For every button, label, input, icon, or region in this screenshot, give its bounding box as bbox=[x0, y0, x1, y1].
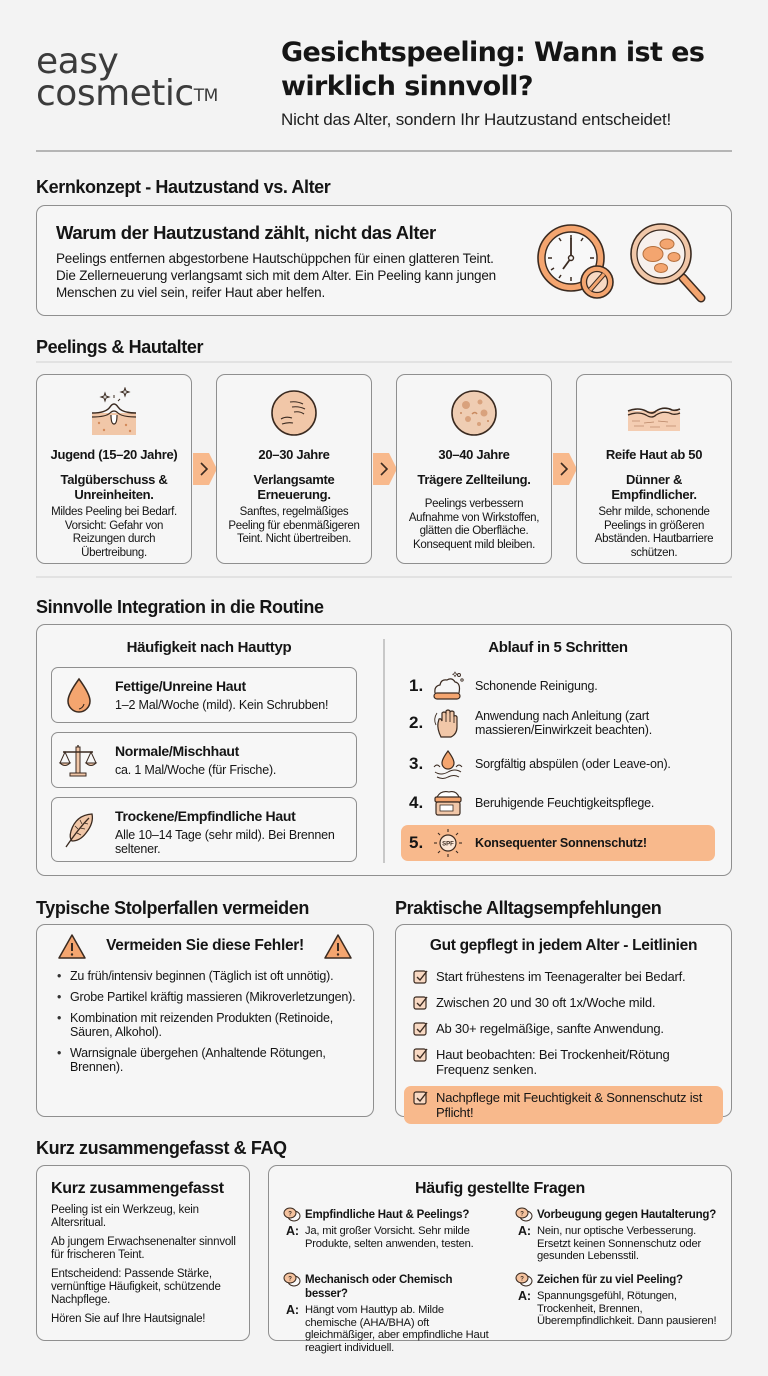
question-bubble-icon bbox=[283, 1207, 301, 1223]
faq-answer-text: Spannungsgefühl, Rötungen, Trockenheit, Brennen, Überempfindlichkeit. Dann pausieren! bbox=[537, 1290, 717, 1327]
age-card-description: Sanftes, regelmäßiges Peeling für ebenmäßigeren Teint. Nicht übertreiben. bbox=[228, 506, 360, 545]
list-item: • Warnsignale übergehen (Anhaltende Rötungen, Brennen). bbox=[57, 1046, 363, 1074]
brand-line-2: cosmetic bbox=[36, 73, 194, 114]
faq-item bbox=[283, 1208, 497, 1250]
pitfalls-card bbox=[36, 924, 374, 1117]
chevron-right-icon bbox=[373, 453, 397, 485]
step-text: Beruhigende Feuchtigkeitspflege. bbox=[475, 796, 655, 810]
checklist-text: Ab 30+ regelmäßige, sanfte Anwendung. bbox=[436, 1021, 664, 1036]
skin-type-frequency: ca. 1 Mal/Woche (für Frische). bbox=[115, 763, 277, 777]
checkbox-checked-icon bbox=[413, 995, 428, 1010]
step-number: 3. bbox=[409, 754, 424, 773]
age-card-50-plus bbox=[576, 374, 732, 564]
page-title bbox=[281, 36, 704, 104]
list-item: • Zu früh/intensiv beginnen (Täglich ist oft unnötig). bbox=[57, 969, 363, 983]
question-bubble-icon bbox=[283, 1272, 301, 1288]
checklist-item bbox=[404, 993, 723, 1012]
svg-text:SPF: SPF bbox=[442, 841, 454, 848]
step-1 bbox=[401, 668, 715, 704]
faq-item bbox=[283, 1273, 497, 1354]
age-card-heading: Jugend (15–20 Jahre) bbox=[50, 447, 178, 462]
age-card-heading: Reife Haut ab 50 bbox=[605, 447, 703, 462]
step-text: Sorgfältig abspülen (oder Leave-on). bbox=[475, 757, 671, 771]
svg-text:?: ? bbox=[288, 1276, 292, 1283]
answer-label: A: bbox=[286, 1303, 299, 1317]
checkbox-checked-icon bbox=[413, 1090, 428, 1105]
cream-jar-icon bbox=[431, 787, 465, 819]
step-number: 5. bbox=[409, 833, 424, 852]
checklist-item-highlighted bbox=[404, 1086, 723, 1124]
checklist-item bbox=[404, 1045, 723, 1079]
trademark: TM bbox=[193, 86, 218, 106]
header bbox=[36, 28, 732, 152]
checklist-text: Zwischen 20 und 30 oft 1x/Woche mild. bbox=[436, 995, 656, 1010]
chevron-right-icon bbox=[193, 453, 217, 485]
pitfalls-list bbox=[57, 969, 363, 1081]
core-card-title: Warum der Hautzustand zählt, nicht das Alter bbox=[56, 222, 436, 243]
step-text: Schonende Reinigung. bbox=[475, 679, 598, 693]
skin-pore-icon bbox=[84, 387, 144, 439]
hand-icon bbox=[431, 707, 465, 739]
summary-point: Ab jungem Erwachsenenalter sinnvoll für frischeren Teint. bbox=[51, 1236, 236, 1261]
feather-icon bbox=[62, 811, 96, 849]
header-divider bbox=[36, 150, 732, 152]
faq-answer bbox=[283, 1304, 497, 1354]
answer-label: A: bbox=[286, 1224, 299, 1238]
faq-question-text: Empfindliche Haut & Peelings? bbox=[305, 1209, 470, 1221]
section-title-summary: Kurz zusammengefasst & FAQ bbox=[36, 1138, 287, 1158]
age-card-description: Mildes Peeling bei Bedarf. Vorsicht: Gefahr von Reizungen durch Übertreibung. bbox=[51, 506, 177, 559]
age-card-30-40 bbox=[396, 374, 552, 564]
summary-point: Entscheidend: Passende Stärke, vernünftige Häufigkeit, schützende Nachpflege. bbox=[51, 1268, 221, 1306]
foam-icon bbox=[431, 670, 465, 702]
age-card-subheading: Trägere Zellteilung. bbox=[417, 472, 531, 487]
page-title-line-2: wirklich sinnvoll? bbox=[281, 71, 533, 102]
age-card-20-30 bbox=[216, 374, 372, 564]
svg-text:?: ? bbox=[288, 1211, 292, 1218]
skin-type-oily bbox=[51, 667, 357, 723]
svg-text:?: ? bbox=[520, 1211, 524, 1218]
core-card-body: Peelings entfernen abgestorbene Hautschüppchen für einen glatteren Teint. Die Zellerneuerung verlangsamt sich mit dem Alter. Ein Peeling kann jungen Menschen zu viel sein, reifer Haut aber helfen. bbox=[56, 251, 496, 300]
answer-label: A: bbox=[518, 1224, 531, 1238]
faq-question bbox=[283, 1273, 497, 1301]
faq-question bbox=[515, 1273, 729, 1287]
section-title-pitfalls: Typische Stolperfallen vermeiden bbox=[36, 898, 309, 918]
skin-spots-circle-icon bbox=[444, 387, 504, 439]
checklist-text: Start frühestens im Teenageralter bei Bedarf. bbox=[436, 969, 686, 984]
daily-card bbox=[395, 924, 732, 1120]
summary-point: Hören Sie auf Ihre Hautsignale! bbox=[51, 1313, 206, 1325]
skin-type-normal bbox=[51, 732, 357, 788]
step-number: 1. bbox=[409, 676, 424, 695]
answer-label: A: bbox=[518, 1289, 531, 1303]
step-2 bbox=[401, 705, 715, 741]
svg-text:?: ? bbox=[520, 1276, 524, 1283]
faq-title: Häufig gestellte Fragen bbox=[414, 1180, 586, 1197]
faq-question-text: Mechanisch oder Chemisch besser? bbox=[305, 1274, 453, 1300]
routine-card bbox=[36, 624, 732, 876]
checklist-item bbox=[404, 1019, 723, 1038]
age-card-heading: 30–40 Jahre bbox=[438, 447, 510, 462]
faq-answer-text: Nein, nur optische Verbesserung. Ersetzt keinen Sonnenschutz oder gesunden Lebensstil. bbox=[537, 1225, 702, 1262]
checkbox-checked-icon bbox=[413, 969, 428, 984]
ages-bottom-divider bbox=[36, 576, 732, 578]
age-card-subheading: Talgüberschuss & Unreinheiten. bbox=[60, 472, 168, 502]
faq-answer bbox=[283, 1225, 497, 1250]
question-bubble-icon bbox=[515, 1272, 533, 1288]
skin-type-name: Trockene/Empfindliche Haut bbox=[115, 808, 296, 824]
faq-answer-text: Ja, mit großer Vorsicht. Sehr milde Produkte, selten anwenden, testen. bbox=[305, 1225, 474, 1250]
checklist-text: Nachpflege mit Feuchtigkeit & Sonnenschutz ist Pflicht! bbox=[436, 1090, 703, 1120]
skin-type-name: Normale/Mischhaut bbox=[115, 743, 240, 759]
age-card-subheading: Verlangsamte Erneuerung. bbox=[253, 472, 335, 502]
warning-icon bbox=[323, 933, 353, 960]
age-card-description: Peelings verbessern Aufnahme von Wirkstoffen, glätten die Oberfläche. Konsequent mild bleiben. bbox=[408, 498, 540, 551]
water-drop-splash-icon bbox=[431, 748, 465, 780]
core-icons bbox=[533, 220, 705, 300]
list-item: • Grobe Partikel kräftig massieren (Mikroverletzungen). bbox=[57, 990, 363, 1004]
faq-item bbox=[515, 1208, 729, 1263]
sun-spf-icon bbox=[431, 827, 465, 859]
step-3 bbox=[401, 746, 715, 782]
question-bubble-icon bbox=[515, 1207, 533, 1223]
frequency-title: Häufigkeit nach Hauttyp bbox=[126, 639, 292, 656]
skin-type-frequency: 1–2 Mal/Woche (mild). Kein Schrubben! bbox=[115, 698, 329, 712]
daily-checklist bbox=[404, 967, 723, 1131]
steps-column bbox=[383, 625, 733, 877]
skin-wrinkle-circle-icon bbox=[264, 387, 324, 439]
clock-with-prohibition-icon bbox=[533, 220, 621, 304]
step-5-highlighted bbox=[401, 825, 715, 861]
step-4 bbox=[401, 785, 715, 821]
age-card-subheading: Dünner & Empfindlicher. bbox=[611, 472, 697, 502]
section-title-routine: Sinnvolle Integration in die Routine bbox=[36, 597, 324, 617]
skin-type-dry bbox=[51, 797, 357, 862]
faq-card bbox=[268, 1165, 732, 1354]
step-text: Anwendung nach Anleitung (zart massieren/Einwirkzeit beachten). bbox=[475, 709, 653, 737]
summary-card bbox=[36, 1165, 250, 1341]
skin-type-name: Fettige/Unreine Haut bbox=[115, 678, 246, 694]
checkbox-checked-icon bbox=[413, 1047, 428, 1062]
brand-line-1: easy bbox=[36, 41, 119, 82]
ages-divider bbox=[36, 361, 732, 363]
step-number: 2. bbox=[409, 713, 424, 732]
chevron-right-icon bbox=[553, 453, 577, 485]
age-card-youth bbox=[36, 374, 192, 564]
drop-icon bbox=[62, 676, 96, 714]
faq-answer bbox=[515, 1225, 729, 1263]
age-card-description: Sehr milde, schonende Peelings in größeren Abständen. Hautbarriere schützen. bbox=[594, 506, 714, 559]
checklist-item bbox=[404, 967, 723, 986]
scale-icon bbox=[58, 741, 98, 779]
faq-question bbox=[283, 1208, 497, 1222]
page-subtitle: Nicht das Alter, sondern Ihr Hautzustand entscheidet! bbox=[281, 110, 672, 129]
mature-skin-layer-icon bbox=[624, 387, 684, 439]
step-number: 4. bbox=[409, 793, 424, 812]
faq-question bbox=[515, 1208, 729, 1222]
faq-answer-text: Hängt vom Hauttyp ab. Milde chemische (AHA/BHA) oft gleichmäßiger, aber empfindliche Haut reagiert individuell. bbox=[305, 1304, 489, 1354]
summary-point: Peeling ist ein Werkzeug, kein Altersritual. bbox=[51, 1204, 199, 1229]
age-card-heading: 20–30 Jahre bbox=[258, 447, 330, 462]
summary-card-title: Kurz zusammengefasst bbox=[51, 1180, 224, 1197]
section-title-core: Kernkonzept - Hautzustand vs. Alter bbox=[36, 177, 331, 197]
pitfalls-card-title: Vermeiden Sie diese Fehler! bbox=[106, 937, 304, 954]
faq-item bbox=[515, 1273, 729, 1328]
step-text: Konsequenter Sonnenschutz! bbox=[475, 836, 647, 850]
faq-question-text: Zeichen für zu viel Peeling? bbox=[537, 1274, 683, 1286]
magnifier-skin-cells-icon bbox=[625, 220, 709, 304]
checklist-text: Haut beobachten: Bei Trockenheit/Rötung Frequenz senken. bbox=[436, 1047, 670, 1077]
page-title-line-1: Gesichtspeeling: Wann ist es bbox=[281, 37, 705, 68]
faq-answer bbox=[515, 1290, 729, 1328]
list-item: • Kombination mit reizenden Produkten (Retinoide, Säuren, Alkohol). bbox=[57, 1011, 363, 1039]
section-title-daily: Praktische Alltagsempfehlungen bbox=[395, 898, 662, 918]
core-card bbox=[36, 205, 732, 316]
section-title-ages: Peelings & Hautalter bbox=[36, 337, 204, 357]
skin-type-frequency: Alle 10–14 Tage (sehr mild). Bei Brennen seltener. bbox=[115, 828, 335, 856]
faq-question-text: Vorbeugung gegen Hautalterung? bbox=[537, 1209, 717, 1221]
summary-list bbox=[51, 1204, 239, 1332]
brand-logo bbox=[36, 41, 218, 114]
steps-title: Ablauf in 5 Schritten bbox=[488, 639, 628, 656]
checkbox-checked-icon bbox=[413, 1021, 428, 1036]
daily-card-title: Gut gepflegt in jedem Alter - Leitlinien bbox=[429, 937, 698, 954]
